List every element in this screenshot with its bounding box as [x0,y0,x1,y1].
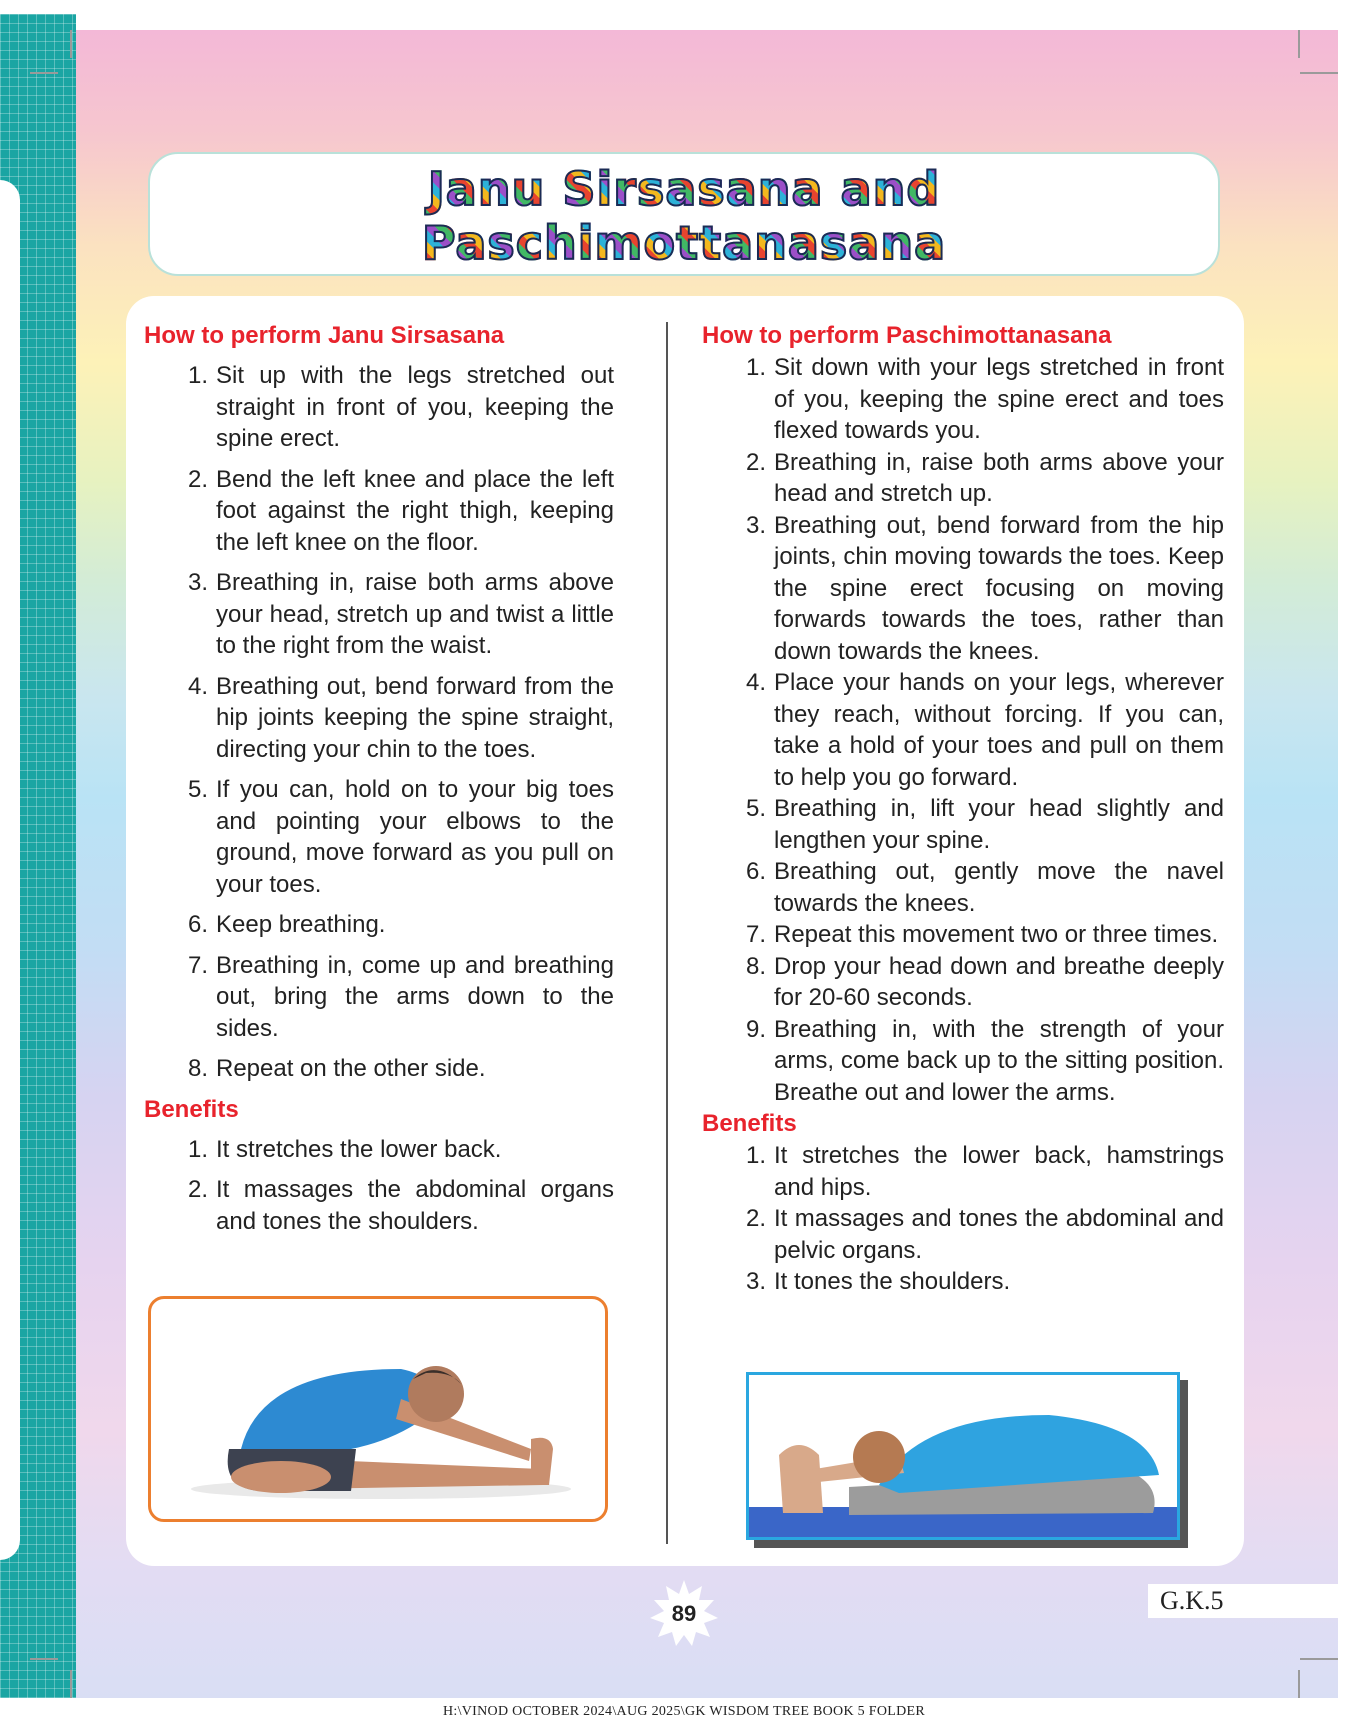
list-item: 6. Keep breathing. [187,911,386,938]
list-item: 2. Breathing in, raise both arms above your head and stretch up. [745,448,1224,507]
paschimottanasana-benefits [702,1140,1224,1298]
list-item: 3. It tones the shoulders. [745,1268,1011,1295]
list-item: 8. Drop your head down and breathe deeply for 20-60 seconds. [745,952,1224,1011]
crop-mark [70,1670,72,1698]
list-item: 7. Breathing in, come up and breathing out, bring the arms down to the sides. [187,951,614,1042]
crop-mark [1300,72,1338,74]
list-item: 3. Breathing in, raise both arms above your head, stretch up and twist a little to the right from the waist. [187,569,614,659]
list-item: 1. It stretches the lower back, hamstrings and hips. [745,1142,1224,1201]
list-item: 4. Breathing out, bend forward from the hip joints keeping the spine straight, directing your chin to the toes. [187,672,614,763]
janu-sirsasana-benefits-heading: Benefits [144,1095,239,1123]
list-item: 8. Repeat on the other side. [187,1055,486,1082]
book-code-label: G.K.5 [1148,1584,1338,1618]
yoga-pose-illustration [151,1299,605,1519]
list-item: 6. Breathing out, gently move the navel towards the knees. [745,858,1224,917]
paschimottanasana-column [702,320,1224,1298]
list-item: 4. Place your hands on your legs, wherever they reach, without forcing. If you can, take a hold of your toes and pull on them to help you go forward. [745,669,1224,791]
list-item: 1. It stretches the lower back. [187,1135,502,1163]
paschimottanasana-heading: How to perform Paschimottanasana [702,322,1112,349]
list-item: 2. It massages the abdominal organs and tones the shoulders. [187,1176,614,1235]
page-number: 89 [671,1601,697,1626]
paschimottanasana-benefits-heading: Benefits [702,1110,797,1137]
page-title-line-1: Janu Sirsasana and [150,162,1218,216]
paschimottanasana-photo [746,1372,1180,1540]
list-item: 1. Sit up with the legs stretched out straight in front of you, keeping the spine erect. [187,362,614,452]
janu-sirsasana-steps [144,360,614,1085]
yoga-pose-illustration [749,1375,1177,1537]
crop-mark [1298,1670,1300,1698]
crop-mark [30,1658,58,1660]
list-item: 5. If you can, hold on to your big toes and pointing your elbows to the ground, move forward as you pull on your toes. [187,776,614,898]
janu-sirsasana-heading: How to perform Janu Sirsasana [144,322,505,349]
list-item: 9. Breathing in, with the strength of your arms, come back up to the sitting position. Breathe out and lower the arms. [745,1015,1224,1106]
janu-sirsasana-photo [148,1296,608,1522]
janu-sirsasana-column [144,320,614,1246]
title-banner [148,152,1220,276]
page-edge-tab [0,180,20,1560]
paschimottanasana-steps [702,352,1224,1108]
list-item: 5. Breathing in, lift your head slightly and lengthen your spine. [745,795,1224,854]
list-item: 2. Bend the left knee and place the left foot against the right thigh, keeping the left knee on the floor. [187,465,614,556]
list-item: 2. It massages and tones the abdominal and pelvic organs. [745,1205,1224,1264]
list-item: 1. Sit down with your legs stretched in front of you, keeping the spine erect and toes flexed towards you. [745,354,1224,444]
janu-sirsasana-benefits [144,1134,614,1238]
page-title-line-2: Paschimottanasana [150,216,1218,270]
crop-mark [70,30,72,58]
column-divider [666,322,668,1544]
page-number-badge [648,1578,720,1650]
crop-mark [30,72,58,74]
crop-mark [1300,1658,1338,1660]
crop-mark [1298,30,1300,58]
list-item: 3. Breathing out, bend forward from the hip joints, chin moving towards the toes. Keep the spine erect focusing on moving forwards towards the toes, rather than down towards the knees. [745,511,1224,665]
footer-file-path: H:\VINOD OCTOBER 2024\AUG 2025\GK WISDOM TREE BOOK 5 FOLDER [442,1704,926,1719]
list-item: 7. Repeat this movement two or three times. [745,921,1219,948]
